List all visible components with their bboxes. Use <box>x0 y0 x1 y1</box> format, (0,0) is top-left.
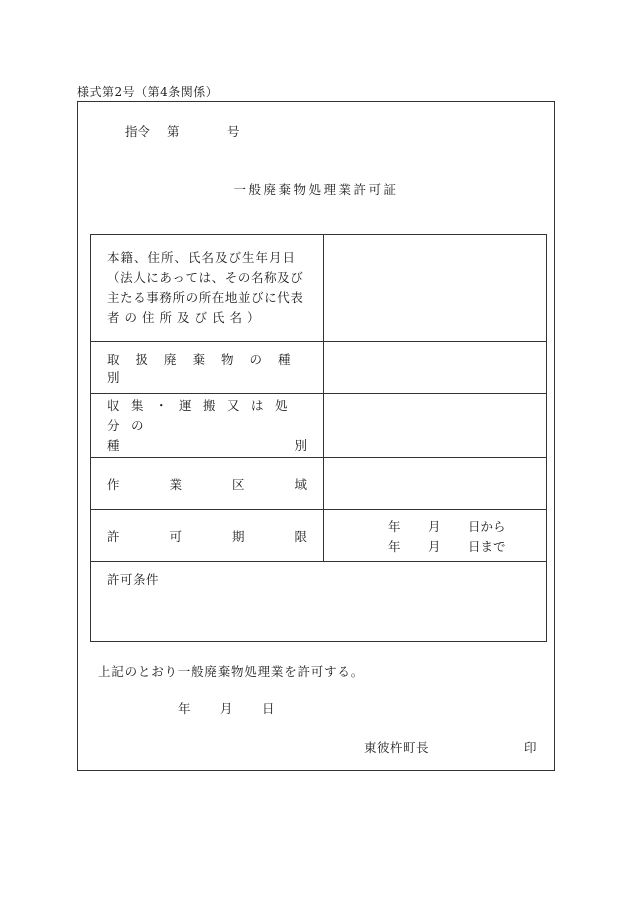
table-row <box>91 562 547 642</box>
directive-dai: 第 <box>167 124 180 139</box>
document-title: 一般廃棄物処理業許可証 <box>233 182 399 197</box>
work-area-label <box>91 475 323 493</box>
work-area-value-cell[interactable] <box>324 458 547 510</box>
form-number: 様式第2号（第4条関係） <box>77 85 219 99</box>
period-to-line: 年 月 日まで <box>388 538 506 554</box>
identity-line: （法人にあっては、その名称及び <box>107 270 304 285</box>
waste-type-label-cell <box>91 342 324 394</box>
table-row <box>91 342 547 394</box>
seal-mark: 印 <box>524 740 537 755</box>
label-char: 業 <box>169 476 182 492</box>
permit-statement: 上記のとおり一般廃棄物処理業を許可する。 <box>98 664 365 679</box>
form-frame <box>77 101 555 771</box>
waste-type-label: 取扱廃棄物の種別 <box>107 351 307 385</box>
label-char: 限 <box>294 528 307 544</box>
label-char: 許 <box>107 528 120 544</box>
waste-type-value-cell[interactable] <box>324 342 547 394</box>
period-value-cell[interactable] <box>324 510 547 562</box>
issue-date: 年 月 日 <box>178 701 275 716</box>
conditions-label: 許可条件 <box>107 572 160 587</box>
service-type-value-cell[interactable] <box>324 394 547 458</box>
label-char: 可 <box>169 528 182 544</box>
permit-table <box>90 234 547 642</box>
identity-line: 者の住所及び氏名） <box>107 310 265 325</box>
identity-line: 本籍、住所、氏名及び生年月日 <box>107 250 297 265</box>
directive-label: 指令 <box>125 124 151 139</box>
table-row <box>91 235 547 342</box>
table-row <box>91 394 547 458</box>
service-type-line1: 収集・運搬又は処分の <box>107 397 300 433</box>
identity-label-cell <box>91 235 324 342</box>
label-char: 区 <box>231 476 245 492</box>
table-row <box>91 510 547 562</box>
period-label <box>91 527 323 545</box>
service-type-right: 別 <box>294 437 307 453</box>
issuer-title: 東彼杵町長 <box>364 740 430 755</box>
service-type-label-cell <box>91 394 324 458</box>
table-row <box>91 458 547 510</box>
identity-line: 主たる事務所の所在地並びに代表 <box>107 290 304 305</box>
service-type-left: 種 <box>107 437 120 453</box>
label-char: 作 <box>107 476 120 492</box>
work-area-label-cell <box>91 458 324 510</box>
period-from-line: 年 月 日から <box>388 518 506 534</box>
conditions-cell[interactable] <box>91 562 547 642</box>
label-char: 域 <box>294 476 307 492</box>
identity-value-cell[interactable] <box>324 235 547 342</box>
directive-number-line <box>125 122 240 140</box>
label-char: 期 <box>231 528 245 544</box>
directive-go: 号 <box>227 124 240 139</box>
period-label-cell <box>91 510 324 562</box>
